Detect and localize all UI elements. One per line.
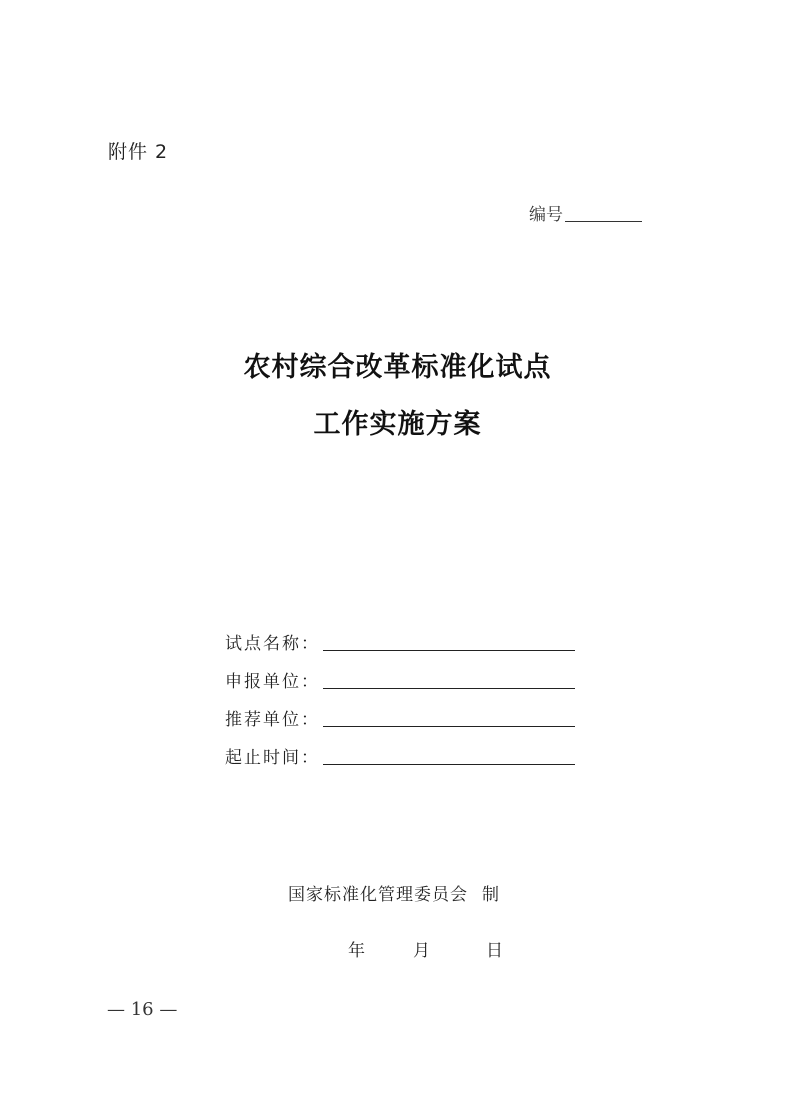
pilot-name-blank-line [323, 649, 575, 651]
applicant-unit-label: 申报单位： [225, 672, 320, 692]
document-title-line-1: 农村综合改革标准化试点 [243, 352, 552, 383]
issuer-name: 国家标准化管理委员会 [288, 885, 468, 905]
attachment-label: 附件 2 [108, 141, 169, 163]
number-label: 编号 [529, 205, 563, 225]
date-year: 年 [348, 941, 365, 961]
number-field [529, 200, 642, 225]
number-blank-line [565, 220, 642, 222]
period-blank-line [323, 763, 575, 765]
pilot-name-field [225, 616, 575, 654]
period-label: 起止时间： [225, 748, 320, 768]
date-day: 日 [486, 941, 503, 961]
issuer-suffix: 制 [482, 885, 500, 905]
page-number: — 16 — [107, 999, 178, 1020]
applicant-unit-field [225, 654, 575, 692]
document-title-line-2: 工作实施方案 [313, 409, 482, 440]
pilot-name-label: 试点名称： [225, 634, 320, 654]
recommending-unit-blank-line [323, 725, 575, 727]
date-month: 月 [413, 941, 430, 961]
recommending-unit-label: 推荐单位： [225, 710, 320, 730]
period-field [225, 730, 575, 768]
applicant-unit-blank-line [323, 687, 575, 689]
form-fields [225, 616, 575, 768]
recommending-unit-field [225, 692, 575, 730]
issuer-line [288, 880, 500, 905]
